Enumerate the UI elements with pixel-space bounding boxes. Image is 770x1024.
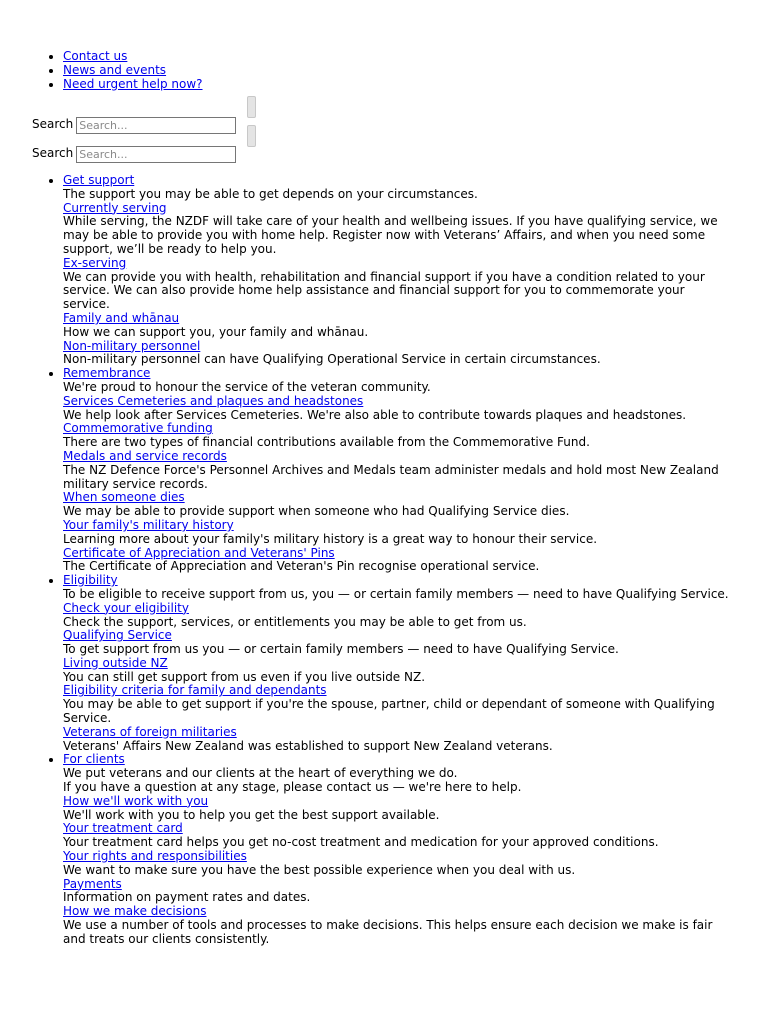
nav-link-for-clients[interactable]: For clients [63,752,125,767]
sub-link-description: There are two types of financial contributions available from the Commemorative Fund. [63,435,590,450]
nav-subsection [63,547,735,575]
nav-section-get-support [63,174,735,367]
nav-subsection [63,657,735,685]
nav-subsection [63,519,735,547]
sub-link-how-we-make-decisions[interactable]: How we make decisions [63,904,207,919]
utility-link-item [63,50,770,64]
urgent-help-link[interactable]: Need urgent help now? [63,76,203,91]
sub-link-description: The NZ Defence Force's Personnel Archives and Medals team administer medals and hold most New Zealand military service records. [63,462,719,491]
utility-links [0,50,770,91]
nav-link-get-support[interactable]: Get support [63,173,135,187]
nav-section-for-clients [63,753,735,946]
sub-link-certificate-and-pins[interactable]: Certificate of Appreciation and Veterans' Pins [63,545,335,560]
skip-link-marker [32,28,34,34]
nav-section-description: The support you may be able to get depends on your circumstances. [63,186,478,201]
sub-link-commemorative-funding[interactable]: Commemorative funding [63,421,213,436]
nav-section-description: If you have a question at any stage, please contact us — we're here to help. [63,780,522,795]
sub-link-description: The Certificate of Appreciation and Veteran's Pin recognise operational service. [63,559,540,574]
sub-link-description: We may be able to provide support when someone who had Qualifying Service dies. [63,504,570,519]
nav-subsection [63,684,735,725]
sub-link-eligibility-family-dependants[interactable]: Eligibility criteria for family and dependants [63,683,327,698]
nav-subsection [63,795,735,823]
nav-link-remembrance[interactable]: Remembrance [63,366,151,381]
sub-link-payments[interactable]: Payments [63,876,122,891]
sub-link-currently-serving[interactable]: Currently serving [63,200,167,215]
nav-subsection [63,726,735,754]
nav-subsection [63,257,735,312]
sub-link-veterans-foreign-militaries[interactable]: Veterans of foreign militaries [63,724,237,739]
sub-link-description: Learning more about your family's military history is a great way to honour their service. [63,531,598,546]
sub-link-family-and-whanau[interactable]: Family and whānau [63,310,180,325]
sub-link-description: You can still get support from us even if you live outside NZ. [63,669,426,684]
sub-link-qualifying-service[interactable]: Qualifying Service [63,628,172,643]
search-form-2 [32,145,236,163]
contact-us-link[interactable]: Contact us [63,49,128,63]
sub-link-non-military-personnel[interactable]: Non-military personnel [63,338,201,353]
nav-link-eligibility[interactable]: Eligibility [63,573,118,588]
nav-subsection [63,602,735,630]
sub-link-description: We want to make sure you have the best possible experience when you deal with us. [63,862,576,877]
utility-link-item [63,78,770,92]
sub-link-how-we-work-with-you[interactable]: How we'll work with you [63,793,209,808]
search-input[interactable] [76,146,236,163]
nav-subsection [63,340,735,368]
sub-link-family-military-history[interactable]: Your family's military history [63,517,234,532]
nav-subsection [63,491,735,519]
sub-link-description: We use a number of tools and processes to make decisions. This helps ensure each decision we make is fair and treats our clients consistently. [63,918,713,946]
sub-link-check-your-eligibility[interactable]: Check your eligibility [63,600,189,615]
nav-subsection [63,395,735,423]
nav-subsection [63,629,735,657]
sub-link-description: Veterans' Affairs New Zealand was established to support New Zealand veterans. [63,738,553,753]
sub-link-living-outside-nz[interactable]: Living outside NZ [63,655,168,670]
sub-link-description: We can provide you with health, rehabilitation and financial support if you have a condition related to your service. We can also provide home help assistance and financial support for you to commemorate your service. [63,269,705,312]
sub-link-description: Information on payment rates and dates. [63,890,311,905]
search-button[interactable] [247,96,256,118]
nav-subsection [63,312,735,340]
sub-link-description: We'll work with you to help you get the best support available. [63,807,440,822]
sub-link-description: Non-military personnel can have Qualifying Operational Service in certain circumstances. [63,352,601,367]
sub-link-description: While serving, the NZDF will take care of your health and wellbeing issues. If you have qualifying service, we may be able to provide you with home help. Register now with Veterans’ Affairs, and when you need some support, we’ll be ready to help you. [63,214,718,256]
nav-section-description: To be eligible to receive support from us, you — or certain family members — need to have Qualifying Service. [63,586,729,601]
utility-link-item [63,64,770,78]
nav-subsection [63,850,735,878]
news-and-events-link[interactable]: News and events [63,62,167,77]
search-form-1 [32,116,236,134]
nav-subsection [63,905,735,946]
search-input[interactable] [76,117,236,134]
sub-link-when-someone-dies[interactable]: When someone dies [63,490,185,505]
nav-section-remembrance [63,367,735,574]
sub-link-description: Your treatment card helps you get no-cost treatment and medication for your approved conditions. [63,835,659,850]
nav-subsection [63,450,735,491]
nav-section-eligibility [63,574,735,753]
search-label: Search [32,146,74,161]
nav-subsection [63,822,735,850]
sub-link-description: Check the support, services, or entitlements you may be able to get from us. [63,614,527,629]
main-navigation [0,174,735,947]
sub-link-medals-and-service-records[interactable]: Medals and service records [63,448,227,463]
nav-subsection [63,202,735,257]
nav-section-description: We're proud to honour the service of the veteran community. [63,379,431,394]
sub-link-treatment-card[interactable]: Your treatment card [63,821,183,836]
nav-section-description: We put veterans and our clients at the heart of everything we do. [63,766,458,781]
search-button[interactable] [247,125,256,147]
sub-link-description: You may be able to get support if you're the spouse, partner, child or dependant of someone with Qualifying Service. [63,697,715,726]
sub-link-services-cemeteries[interactable]: Services Cemeteries and plaques and headstones [63,393,364,408]
sub-link-description: How we can support you, your family and whānau. [63,324,369,339]
sub-link-ex-serving[interactable]: Ex-serving [63,255,127,270]
search-label: Search [32,117,74,132]
sub-link-description: We help look after Services Cemeteries. We're also able to contribute towards plaques and headstones. [63,407,687,422]
sub-link-rights-and-responsibilities[interactable]: Your rights and responsibilities [63,849,247,864]
nav-subsection [63,422,735,450]
nav-subsection [63,878,735,906]
sub-link-description: To get support from us you — or certain family members — need to have Qualifying Service. [63,642,619,657]
